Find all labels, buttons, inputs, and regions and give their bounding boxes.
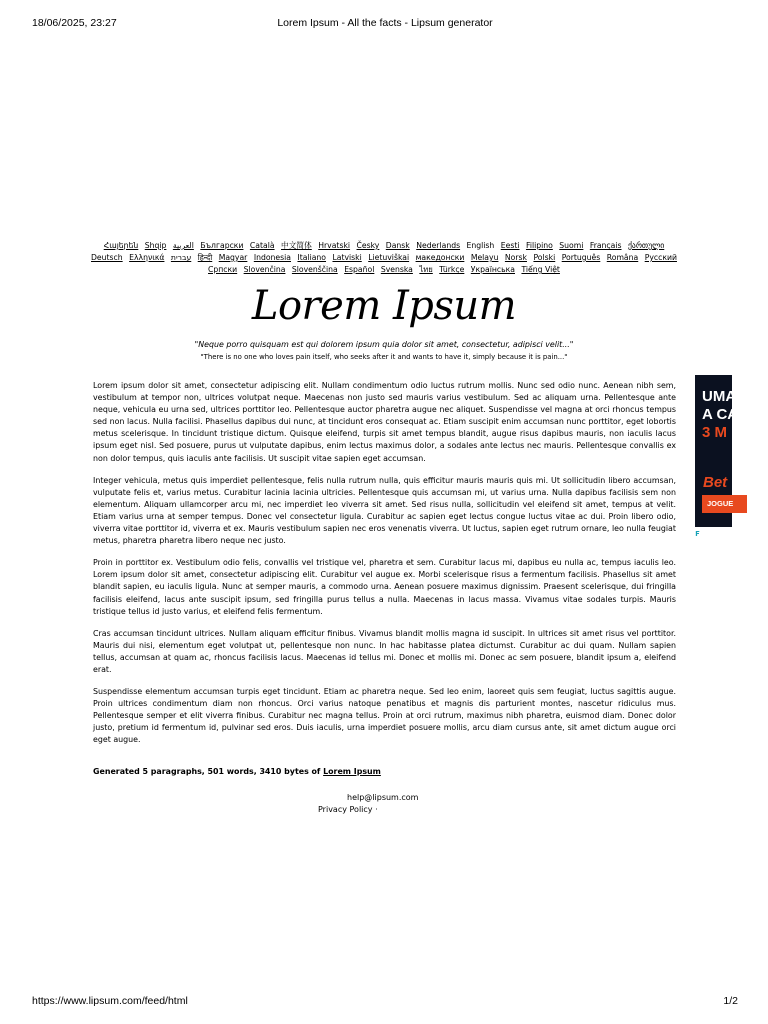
language-link[interactable]: हिन्दी [197,253,213,262]
ad-headline-line3: 3 M [702,424,728,441]
latin-quote: "Neque porro quisquam est qui dolorem ipsum quia dolor sit amet, consectetur, adipisci velit..." [194,340,574,349]
print-footer [32,995,738,1009]
language-link[interactable]: Српски [208,265,238,274]
language-link[interactable]: Ελληνικά [129,253,165,262]
language-link[interactable]: Filipino [525,241,553,250]
ad-headline-line2: A CA [702,406,739,423]
generated-lipsum-text [93,380,676,757]
language-link[interactable]: Български [200,241,244,250]
language-link[interactable]: Indonesia [253,253,291,262]
language-link[interactable]: Česky [356,241,380,250]
language-link[interactable]: Hrvatski [318,241,351,250]
lipsum-paragraph: Integer vehicula, metus quis imperdiet pellentesque, felis nulla rutrum nulla, quis efficitur mauris mauris quis mi. Ut sollicitudin libero accumsan, vulputate felis et, varius metus. Curabitur lacinia lacinia ultricies. Pellentesque quis accumsan mi, ut varius urna. Nulla dapibus facilisis sem non elementum. Aliquam ullamcorper arcu mi, nec imperdiet leo viverra sit amet. Sed risus nulla, sollicitudin vel eleifend sit amet, tempus at velit. Etiam varius urna at semper tempus. Donec vel consectetur ligula. Curabitur ac sapien eget lectus congue luctus vitae ac dui. Proin libero odio, viverra vitae porttitor id, viverra et ex. Mauris vestibulum sapien nec eros venenatis viverra. Ut luctus, sapien eget rutrum ornare, leo nulla feugiat metus, pharetra pharetra libero neque nec justo. [93,475,676,546]
language-link[interactable]: Español [344,265,375,274]
language-link[interactable]: עברית [170,253,192,262]
privacy-policy [318,805,378,814]
language-link[interactable]: ไทย [419,265,433,274]
lipsum-paragraph: Proin in porttitor ex. Vestibulum odio felis, convallis vel tristique vel, pharetra et sem. Curabitur lacus mi, dapibus eu nulla ac, tempus iaculis leo. Lorem ipsum dolor sit amet, consectetur adipiscing elit. Curabitur vel augue ex. Morbi scelerisque risus a fermentum facilisis. Phasellus sit amet blandit sapien, eu iaculis ligula. Nunc at semper mauris, a commodo urna. Aenean posuere maximus dignissim. Praesent scelerisque, dui fringilla facilisis eleifend, lacus ante suscipit ipsum, sed fringilla purus tellus a nulla. Maecenas in lacus massa. Vivamus vitae sodales turpis. Mauris tristique tellus id justo varius, et eleifend felis fermentum. [93,558,676,616]
language-link[interactable]: Հայերեն [103,241,139,250]
language-link[interactable]: Deutsch [91,253,123,262]
language-link[interactable]: Slovenčina [243,265,286,274]
language-link[interactable]: Suomi [559,241,584,250]
language-link[interactable]: Magyar [218,253,248,262]
lorem-ipsum-link[interactable]: Lorem Ipsum [323,767,381,776]
generated-summary [93,767,676,776]
ad-cta-button[interactable]: JOGUE [702,495,747,513]
language-link[interactable]: Slovenščina [291,265,338,274]
language-list [88,240,680,276]
language-link[interactable]: Tiếng Việt [521,265,560,274]
privacy-policy-link[interactable]: Privacy Policy · [318,805,378,814]
site-logo[interactable]: Lorem Ipsum [251,283,517,329]
advertisement-banner[interactable] [695,375,739,527]
language-link[interactable]: Pyccкий [644,253,677,262]
language-link: English [466,241,495,250]
print-url: https://www.lipsum.com/feed/html [32,995,188,1007]
lipsum-paragraph: Lorem ipsum dolor sit amet, consectetur adipiscing elit. Nullam condimentum odio luctus rutrum mollis. Nunc sed odio nunc. Aenean nibh sem, vestibulum at tempor non, ultrices volutpat neque. Maecenas non justo sed mauris varius vestibulum. Sed ac aliquam urna. Pellentesque ante neque, vehicula eu urna sed, ultrices porttitor leo. Pellentesque auctor pharetra augue nec aliquet. Suspendisse vel magna at orci rhoncus tempus sed non lacus. Nulla facilisi. Phasellus dapibus dui nunc, at tincidunt eros consequat ac. Etiam suscipit enim accumsan nunc porttitor, eget lobortis metus scelerisque. In tincidunt tristique dictum. Quisque eleifend, turpis sit amet tempus blandit, augue risus dapibus mauris, non iaculis lacus ipsum eget nisl. Sed posuere, purus ut vulputate dapibus, enim lectus maximus dolor, a sodales ante lectus nec mauris. Pellentesque convallis ex non dolor tempus, quis iaculis ante facilisis. Ut suscipit vitae sapien eget accumsan. [93,381,676,463]
language-link[interactable]: Nederlands [416,241,461,250]
language-link[interactable]: Lietuviškai [368,253,410,262]
print-page-number: 1/2 [723,995,738,1007]
contact-email[interactable]: help@lipsum.com [347,793,419,802]
language-link[interactable]: Norsk [504,253,527,262]
language-link[interactable]: Melayu [470,253,499,262]
language-link[interactable]: Latviski [332,253,362,262]
language-link[interactable]: Shqip [144,241,167,250]
language-link[interactable]: Româna [606,253,639,262]
language-link[interactable]: Polski [533,253,556,262]
language-link[interactable]: македонски [415,253,465,262]
ad-headline-line1: UMA [702,388,737,405]
print-header [32,17,738,31]
language-link[interactable]: ქართული [627,241,665,250]
language-link[interactable]: Eesti [500,241,520,250]
ad-brand-logo: Bet [703,474,728,491]
ad-choices-icon[interactable]: ꜰ [695,529,701,539]
print-page-title: Lorem Ipsum - All the facts - Lipsum generator [277,17,493,29]
language-link[interactable]: Italiano [297,253,327,262]
language-link[interactable]: Português [561,253,601,262]
language-link[interactable]: 中文简体 [281,241,312,250]
english-quote: "There is no one who loves pain itself, who seeks after it and wants to have it, simply because it is pain..." [200,353,568,361]
language-link[interactable]: Català [249,241,275,250]
language-link[interactable]: Dansk [385,241,410,250]
lipsum-paragraph: Cras accumsan tincidunt ultrices. Nullam aliquam efficitur finibus. Vivamus blandit mollis magna id suscipit. In ultrices sit amet risus vel porttitor. Mauris dui nisi, elementum eget volutpat ut, pellentesque non nunc. In hac habitasse platea dictumst. Curabitur ac dui quam. Nullam sapien tellus, accumsan at quam ac, rhoncus facilisis lacus. Maecenas id tellus mi. Donec et mollis mi. Donec ac sem posuere, blandit ipsum a, eleifend erat. [93,628,676,674]
print-date: 18/06/2025, 23:27 [32,17,117,29]
language-link[interactable]: Français [589,241,622,250]
generated-summary-text: Generated 5 paragraphs, 501 words, 3410 bytes of [93,767,324,776]
language-link[interactable]: Українська [470,265,515,274]
lipsum-paragraph: Suspendisse elementum accumsan turpis eget tincidunt. Etiam ac pharetra neque. Sed leo enim, laoreet quis sem feugiat, luctus sagittis augue. Proin ultrices condimentum diam non rhoncus. Orci varius natoque penatibus et magnis dis parturient montes, nascetur ridiculus mus. Pellentesque semper et elit viverra finibus. Curabitur nec magna tellus. Proin at orci rutrum, maximus nibh pharetra, euismod diam. Donec dolor justo, pretium id fermentum id, pulvinar sed eros. Duis iaculis, urna imperdiet posuere mollis, arcu diam cursus ante, sit amet dictum augue orci eget augue. [93,687,676,745]
language-link[interactable]: العربية [172,241,194,250]
language-link[interactable]: Türkçe [439,265,465,274]
language-link[interactable]: Svenska [380,265,413,274]
